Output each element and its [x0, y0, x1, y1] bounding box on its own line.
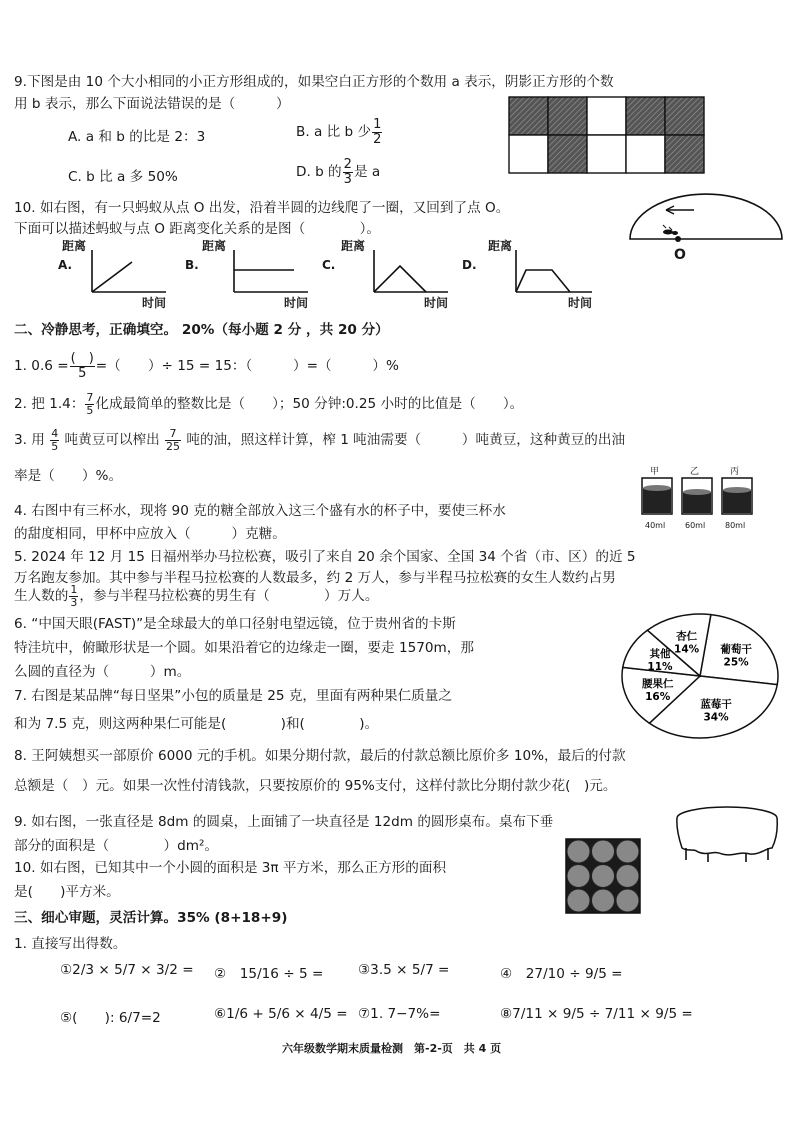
calc-item-8: ⑧7/11 × 9/5 ÷ 7/11 × 9/5 = [500, 1006, 693, 1022]
fill-6-line2: 特洼坑中，俯瞰形状是一个圆。如果沿着它的边缘走一圈，要走 1570m，那 [14, 640, 474, 656]
pie-slice-name: 腰果仁 [641, 677, 674, 690]
graph-a-letter: A. [58, 258, 73, 272]
graph-c [370, 246, 450, 296]
pie-slice-percent: 14% [674, 643, 700, 656]
grid-cell [548, 97, 587, 135]
pie-slice-name: 蓝莓干 [700, 698, 732, 711]
graph-a-ylabel: 距离 [62, 239, 87, 253]
calc-subtitle: 1. 直接写出得数。 [14, 936, 127, 952]
graph-b-ylabel: 距离 [202, 239, 227, 253]
cup-jia [642, 478, 672, 514]
fill-8-line1: 8. 王阿姨想买一部原价 6000 元的手机。如果分期付款，最后的付款总额比原价多 10%，最后的付款 [14, 748, 626, 764]
calc-item-6: ⑥1/6 + 5/6 × 4/5 = [214, 1006, 348, 1022]
fill-7-line1: 7. 右图是某品牌“每日坚果”小包的质量是 25 克，里面有两种果仁质量之 [14, 688, 452, 704]
q9-option-d: D. b 的 $\frac{2}{3}$ 是 a [296, 157, 381, 187]
pie-slice-percent: 11% [647, 661, 673, 674]
square-nine-circles-figure [565, 838, 641, 914]
pie-slice-name: 葡萄干 [720, 643, 752, 656]
semicircle-ant-figure [628, 192, 788, 260]
fill-10-line2: 是( )平方米。 [14, 884, 120, 900]
fill-1: 1. 0.6 = $\frac{( )}{5}$ =（ ）÷ 15 = 15：（ ）=（ ）% [14, 351, 399, 381]
grid-cell [665, 135, 704, 173]
cup-yi [682, 478, 712, 514]
fill-3-line2: 率是（ ）%。 [14, 468, 123, 484]
grid-cell [626, 97, 665, 135]
fill-2: 2. 把 1.4： $\frac{7}{5}$ 化成最简单的整数比是（ ）；50 分钟:0.25 小时的比值是（ ）。 [14, 391, 524, 417]
grid-cell [548, 135, 587, 173]
cup-label-jia: 甲 [650, 467, 660, 477]
graph-c-ylabel: 距离 [341, 239, 366, 253]
graph-d [512, 246, 594, 296]
grid-cell [626, 135, 665, 173]
q9-option-a: A. a 和 b 的比是 2：3 [68, 129, 206, 145]
fill-9-line2: 部分的面积是（ ）dm²。 [14, 838, 219, 854]
fill-5-line1: 5. 2024 年 12 月 15 日福州举办马拉松赛，吸引了来自 20 余个国家、全国 34 个省（市、区）的近 5 [14, 549, 636, 565]
grid-cell [587, 135, 626, 173]
graph-a [88, 246, 168, 296]
point-o-label: O [674, 247, 686, 263]
q9-option-b: B. a 比 b 少 $\frac{1}{2}$ [296, 117, 382, 147]
graph-d-xlabel: 时间 [568, 296, 593, 310]
q9-option-c: C. b 比 a 多 50% [68, 169, 178, 185]
calc-item-5: ⑤( ): 6/7=2 [60, 1010, 161, 1026]
fill-6-line1: 6. “中国天眼(FAST)”是全球最大的单口径射电望远镜，位于贵州省的卡斯 [14, 616, 456, 632]
cup-label-bing: 丙 [730, 467, 740, 477]
graph-b-letter: B. [185, 258, 199, 272]
graph-d-ylabel: 距离 [488, 239, 513, 253]
graph-c-xlabel: 时间 [424, 296, 449, 310]
calc-item-7: ⑦1. 7−7%= [358, 1006, 441, 1022]
grid-cell [509, 97, 548, 135]
cup-volume-bing: 80ml [725, 521, 746, 530]
fill-5-line3: 生人数的 $\frac{1}{3}$ ，参与半程马拉松赛的男生有（ ）万人。 [14, 583, 379, 609]
page-footer: 六年级数学期末质量检测 第-2-页 共 4 页 [282, 1042, 502, 1055]
graph-d-letter: D. [462, 258, 477, 272]
calc-item-3: ③3.5 × 5/7 = [358, 962, 450, 978]
q10-stem-line2: 下面可以描述蚂蚁与点 O 距离变化关系的是图（ ）。 [14, 221, 380, 237]
graph-c-letter: C. [322, 258, 336, 272]
section-2-title: 二、冷静思考，正确填空。 20%（每小题 2 分 ，共 20 分） [14, 322, 389, 338]
cup-bing [722, 478, 752, 514]
fill-4-line1: 4. 右图中有三杯水，现将 90 克的糖全部放入这三个盛有水的杯子中，要使三杯水 [14, 503, 506, 519]
section-3-title: 三、细心审题，灵活计算。35% (8+18+9) [14, 910, 288, 926]
pie-slice-name: 杏仁 [676, 630, 698, 643]
cup-label-yi: 乙 [690, 467, 700, 477]
q9-stem-line1: 9.下图是由 10 个大小相同的小正方形组成的，如果空白正方形的个数用 a 表示，阴影正方形的个数 [14, 74, 614, 90]
grid-cell [665, 97, 704, 135]
fill-10-line1: 10. 如右图，已知其中一个小圆的面积是 3π 平方米，那么正方形的面积 [14, 860, 447, 876]
pie-slice-percent: 16% [645, 690, 671, 703]
cup-volume-jia: 40ml [645, 521, 666, 530]
q9-stem-line2: 用 b 表示，那么下面说法错误的是（ ） [14, 96, 290, 112]
grid-cell [587, 97, 626, 135]
fill-9-line1: 9. 如右图，一张直径是 8dm 的圆桌，上面铺了一块直径是 12dm 的圆形桌布。桌布下垂 [14, 814, 554, 830]
round-table-figure [668, 804, 786, 866]
fill-6-line3: 么圆的直径为（ ）m。 [14, 664, 191, 680]
pie-slice-percent: 34% [703, 711, 729, 724]
nuts-pie-chart [616, 610, 786, 744]
graph-a-xlabel: 时间 [142, 296, 167, 310]
fill-7-line2: 和为 7.5 克，则这两种果仁可能是( )和( )。 [14, 716, 379, 732]
ant-icon [663, 225, 678, 235]
grid-cell [509, 135, 548, 173]
pie-slice-name: 其他 [649, 648, 671, 661]
calc-item-4: ④ 27/10 ÷ 9/5 = [500, 966, 623, 982]
fill-4-line2: 的甜度相同，甲杯中应放入（ ）克糖。 [14, 526, 286, 542]
q9-square-grid [508, 96, 705, 174]
fill-5-line2: 万名跑友参加。其中参与半程马拉松赛的人数最多，约 2 万人，参与半程马拉松赛的女生人数约占男 [14, 570, 616, 586]
calc-item-1: ①2/3 × 5/7 × 3/2 = [60, 962, 194, 978]
pie-slice-percent: 25% [723, 656, 749, 669]
calc-item-2: ② 15/16 ÷ 5 = [214, 966, 324, 982]
cup-volume-yi: 60ml [685, 521, 706, 530]
fill-3-line1: 3. 用 $\frac{4}{5}$ 吨黄豆可以榨出 $\frac{7}{25}$ 吨的油，照这样计算，榨 1 吨油需要（ ）吨黄豆，这种黄豆的出油 [14, 427, 626, 453]
graph-b [230, 246, 310, 296]
fill-8-line2: 总额是（ ）元。如果一次性付清钱款，只要按原价的 95%支付，这样付款比分期付款少花( )元。 [14, 778, 617, 794]
graph-b-xlabel: 时间 [284, 296, 309, 310]
q10-stem-line1: 10. 如右图，有一只蚂蚁从点 O 出发，沿着半圆的边线爬了一圈，又回到了点 O。 [14, 200, 510, 216]
